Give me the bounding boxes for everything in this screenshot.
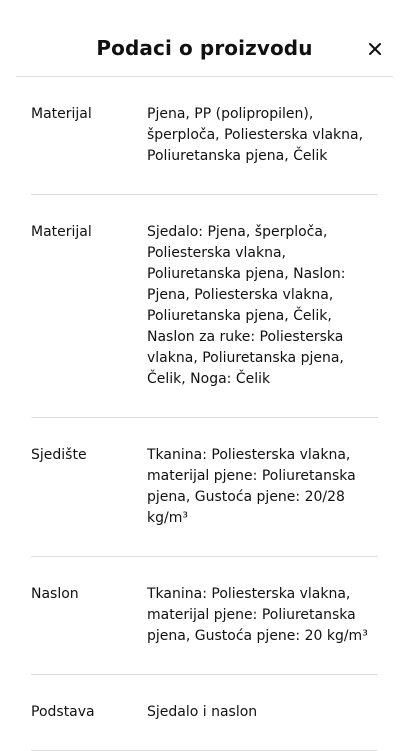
- spec-value: Sjedalo i naslon: [147, 704, 258, 720]
- spec-label: Materijal: [31, 224, 92, 240]
- spec-label: Materijal: [31, 106, 92, 122]
- close-button[interactable]: [364, 38, 386, 60]
- spec-row-material-1: [31, 77, 378, 195]
- spec-row-material-2: [31, 195, 378, 418]
- spec-value: Sjedalo: Pjena, šperploča, Poliesterska vlakna, Poliuretanska pjena, Naslon: Pjena, Poliesterska vlakna, Poliuretanska pjena, Čelik, Naslon za ruke: Poliesterska vlakna, Poliuretanska pjena, Čelik, Noga: Čelik: [147, 224, 346, 387]
- spec-row-backrest: [31, 557, 378, 675]
- spec-label: Podstava: [31, 704, 95, 720]
- spec-label: Sjedište: [31, 447, 87, 463]
- close-icon: [364, 38, 386, 60]
- spec-value: Tkanina: Poliesterska vlakna, materijal pjene: Poliuretanska pjena, Gustoća pjene: 20/28 kg/m³: [147, 447, 356, 526]
- spec-value: Tkanina: Poliesterska vlakna, materijal pjene: Poliuretanska pjena, Gustoća pjene: 20 kg/m³: [147, 586, 368, 644]
- spec-value: Pjena, PP (polipropilen), šperploča, Poliesterska vlakna, Poliuretanska pjena, Čelik: [147, 106, 364, 164]
- spec-label: Naslon: [31, 586, 79, 602]
- spec-row-padding: [31, 675, 378, 751]
- spec-row-seat: [31, 418, 378, 557]
- spec-list: [31, 77, 378, 751]
- page-title: Podaci o proizvodu: [96, 36, 313, 60]
- product-details-header: [0, 0, 409, 77]
